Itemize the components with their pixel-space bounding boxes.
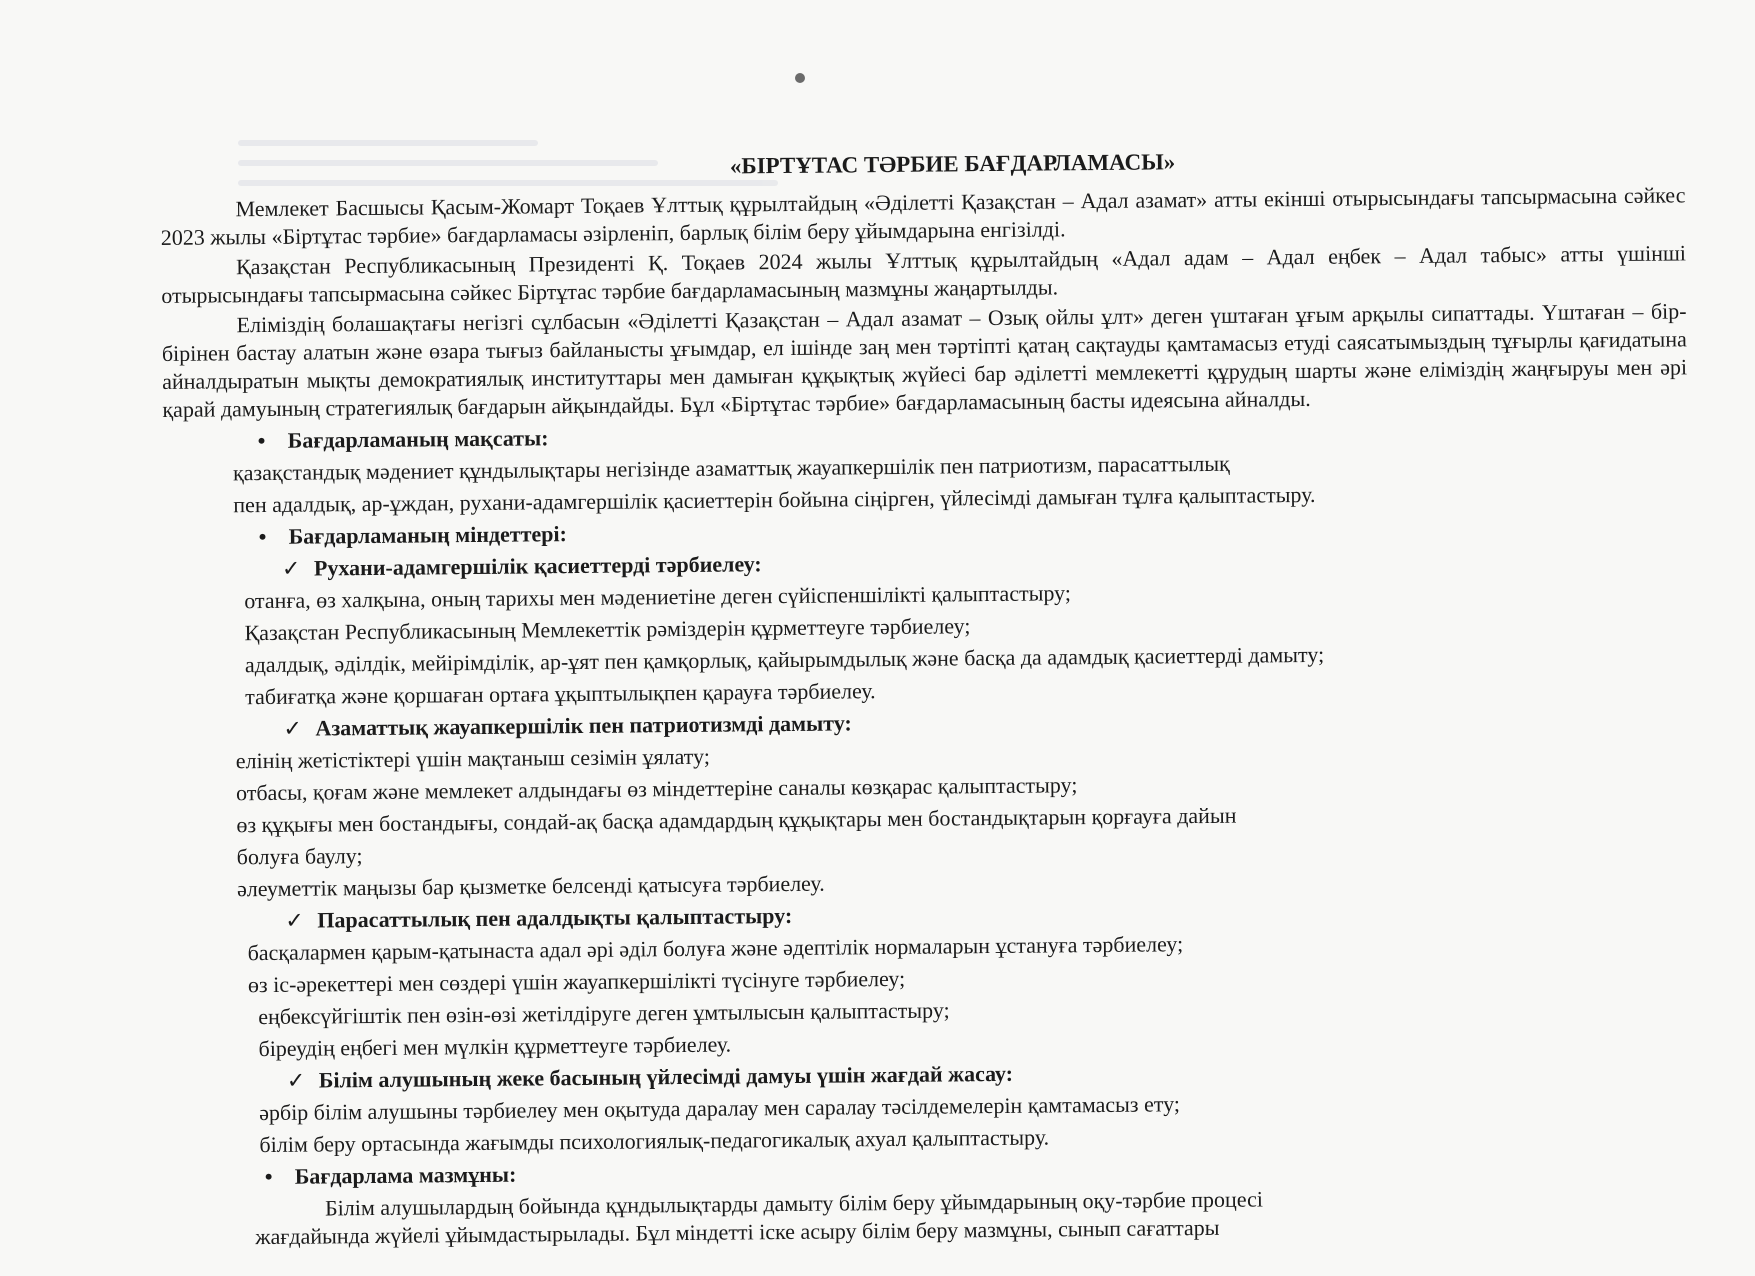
tasks-heading-text: Бағдарламаның міндеттері: [288,521,568,549]
task-line: адалдық, әділдік, мейірімділік, ар-ұят пен қамқорлық, қайырымдылық және басқа да адамдық қасиеттерді дамыту; [244,641,1325,678]
content-line: Білім алушылардың бойында құндылықтарды дамыту білім беру ұйымдарының оқу-тәрбие процесі [324,1186,1264,1221]
check-icon: ✓ [283,715,303,741]
task-line: еңбексүйгіштік пен өзін-өзі жетілдіруге деген ұмтылысын қалыптастыру; [258,997,950,1030]
document-body [160,143,1695,1252]
task-line: өз құқығы мен бостандығы, сондай-ақ басқа адамдардың құқықтары мен бостандықтарын қорғауға дайын [236,802,1237,838]
check-icon: ✓ [285,907,304,933]
task-line: біреудің еңбегі мен мүлкін құрметтеуге тәрбиелеу. [258,1031,732,1062]
task-line: болуға баулу; [236,843,363,870]
intro-paragraph-1: Мемлекет Басшысы Қасым-Жомарт Тоқаев Ұлттық құрылтайдың «Әділетті Қазақстан – Адал азамат» атты екінші отырысындағы тапсырмасына сәйкес 2023 жылы «Біртұтас тәрбие» бағдарламасы әзірленіп, барлық білім беру ұйымдарына енгізілді. [160,182,1686,250]
bullet-icon: • [257,428,266,454]
goal-heading-text: Бағдарламаның мақсаты: [287,425,549,453]
goal-line: қазақстандық мәдениет құндылықтары негізінде азаматтық жауапкершілік пен патриотизм, парасаттылық [232,450,1230,486]
task-line: өз іс-әрекеттері мен сөздері үшін жауапкершілікті түсінуге тәрбиелеу; [247,965,906,998]
bullet-icon: • [258,523,267,550]
task-line: әлеуметтік маңызы бар қызметке белсенді қатысуға тәрбиелеу. [236,870,825,902]
content-line: жағдайында жүйелі ұйымдастырылады. Бұл міндетті іске асыру білім беру мазмұны, сынып сағаттары [255,1214,1220,1250]
task-line: табиғатқа және қоршаған ортаға ұқыптылықпен қарауға тәрбиелеу. [245,678,876,710]
goal-line: пен адалдық, ар-ұждан, рухани-адамгершілік қасиеттерін бойына сіңірген, үйлесімді дамыған тұлға қалыптастыру. [233,481,1316,518]
content-paragraph [170,1181,1695,1252]
task-line: Қазақстан Республикасының Мемлекеттік рәміздерін құрметтеуге тәрбиелеу; [244,613,971,646]
check-icon: ✓ [286,1067,306,1093]
task-heading-text: Білім алушының жеке басының үйлесімді дамуы үшін жағдай жасау: [318,1060,1014,1093]
task-heading-text: Азаматтық жауапкершілік пен патриотизмді дамыту: [315,710,852,741]
task-line: отанға, өз халқына, оның тарихы мен мәдениетіне деген сүйіспеншілікті қалыптастыру; [244,580,1072,614]
check-icon: ✓ [281,555,301,581]
task-line: отбасы, қоғам және мемлекет алдындағы өз міндеттеріне саналы көзқарас қалыптастыру; [235,772,1078,806]
task-line: әрбір білім алушыны тәрбиелеу мен оқытуда даралау мен саралау тәсілдемелерін қамтамасыз ету; [259,1091,1181,1126]
task-heading-text: Парасаттылық пен адалдықты қалыптастыру: [317,902,793,933]
intro-paragraph-2: Қазақстан Республикасының Президенті Қ. Тоқаев 2024 жылы Ұлттық құрылтайдың «Адал адам – Адал еңбек – Адал табыс» атты үшінші отырысындағы тапсырмасына сәйкес Біртұтас тәрбие бағдарламасының мазмұны жаңартылды. [161,240,1687,308]
task-line: басқалармен қарым-қатынаста адал әрі әділ болуға және әдептілік нормаларын ұстануға тәрбиелеу; [247,931,1184,966]
intro-paragraph-3: Еліміздің болашақтағы негізгі сұлбасын «Әділетті Қазақстан – Адал азамат – Озық ойлы ұлт» деген үштаған ұғым арқылы сипаттады. Үштаған – бір-бірінен бастау алатын және өзара тығыз байланысты ұғымдар, ел ішінде заң мен тәртіпті қатаң сақтауды қамтамасыз етуді саясатымыздың тұғырлы қағидатына айналдыратын мықты демократиялық институттары мен дамыған құқықтық жүйесі бар әділетті мемлекетті құрудың шарты және еліміздің жаңғыруы мен әрі қарай дамуының стратегиялық бағдарын айқындайды. Бұл «Біртұтас тәрбие» бағдарламасының басты идеясына айналды. [161,298,1688,422]
task-line: елінің жетістіктері үшін мақтаныш сезімін ұялату; [235,743,710,774]
punch-hole-dot [795,73,805,83]
bullet-icon: • [264,1163,273,1190]
task-heading-text: Рухани-адамгершілік қасиеттерді тәрбиелеу: [313,551,762,581]
document-title: «БІРТҰТАС ТӘРБИЕ БАҒДАРЛАМАСЫ» [729,149,1176,179]
task-line: білім беру ортасында жағымды психологиялық-педагогикалық ахуал қалыптастыру. [259,1124,1050,1158]
content-heading-text: Бағдарлама мазмұны: [294,1161,517,1189]
